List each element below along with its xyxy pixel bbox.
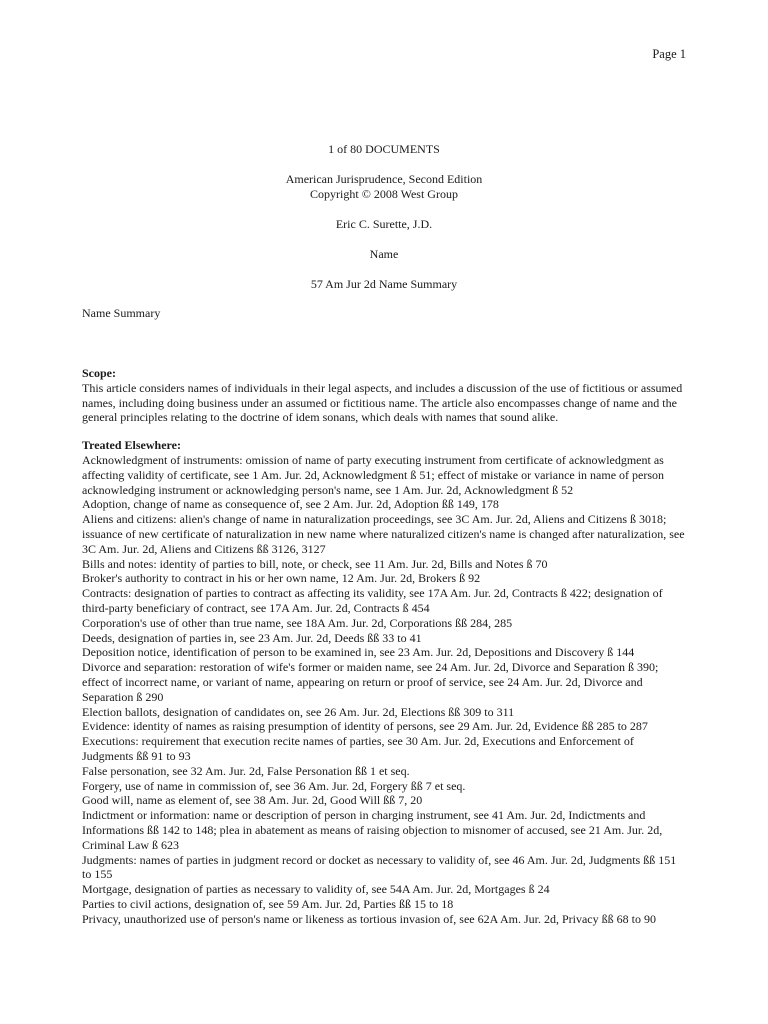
copyright-line: Copyright © 2008 West Group [310,187,458,201]
treated-elsewhere-list [82,453,688,927]
author-name: Eric C. Surette, J.D. [335,217,433,231]
article-title: Name [369,247,399,261]
publication-name: American Jurisprudence, Second Edition [285,172,483,186]
list-item: Contracts: designation of parties to contract as affecting its validity, see 17A Am. Jur. 2d, Contracts ß 422; designation of third-party beneficiary of contract, see 17A Am. Jur. 2d, Contracts ß 454 [82,586,663,615]
list-item: Executions: requirement that execution recite names of parties, see 30 Am. Jur. 2d, Executions and Enforcement of Judgments ßß 91 to 93 [82,734,634,763]
summary-label: Name Summary [82,306,161,320]
treated-elsewhere-heading: Treated Elsewhere: [82,438,181,453]
list-item: False personation, see 32 Am. Jur. 2d, False Personation ßß 1 et seq. [82,763,410,778]
list-item: Indictment or information: name or description of person in charging instrument, see 41 Am. Jur. 2d, Indictments and Informations ßß 142 to 148; plea in abatement as means of raising objection to misnomer of accused, see 21 Am. Jur. 2d, Criminal Law ß 623 [82,808,663,852]
list-item: Parties to civil actions, designation of, see 59 Am. Jur. 2d, Parties ßß 15 to 18 [82,896,454,911]
list-item: Mortgage, designation of parties as necessary to validity of, see 54A Am. Jur. 2d, Mortgages ß 24 [82,882,550,897]
document-header [0,142,768,292]
list-item: Deeds, designation of parties in, see 23 Am. Jur. 2d, Deeds ßß 33 to 41 [82,630,422,645]
list-item: Forgery, use of name in commission of, see 36 Am. Jur. 2d, Forgery ßß 7 et seq. [82,778,466,793]
document-count: 1 of 80 DOCUMENTS [328,142,440,156]
scope-text: This article considers names of individuals in their legal aspects, and includes a discussion of the use of fictitious or assumed names, including doing business under an assumed or fictitious name. The article also encompasses change of name and the general principles relating to the doctrine of idem sonans, which deals with names that sound alike. [82,380,683,425]
list-item: Aliens and citizens: alien's change of name in naturalization proceedings, see 3C Am. Jur. 2d, Aliens and Citizens ß 3018; issuance of new certificate of naturalization in new name where naturalized citizen's name is changed after naturalization, see 3C Am. Jur. 2d, Aliens and Citizens ßß 3126, 3127 [82,512,685,556]
article-citation: 57 Am Jur 2d Name Summary [310,277,458,291]
list-item: Broker's authority to contract in his or her own name, 12 Am. Jur. 2d, Brokers ß 92 [82,571,481,586]
list-item: Privacy, unauthorized use of person's name or likeness as tortious invasion of, see 62A Am. Jur. 2d, Privacy ßß 68 to 90 [82,911,656,926]
scope-heading: Scope: [82,366,116,380]
list-item: Deposition notice, identification of person to be examined in, see 23 Am. Jur. 2d, Depositions and Discovery ß 144 [82,645,635,660]
list-item: Divorce and separation: restoration of wife's former or maiden name, see 24 Am. Jur. 2d, Divorce and Separation ß 390; effect of incorrect name, or variant of name, appearing on return or proof of service, see 24 Am. Jur. 2d, Divorce and Separation ß 290 [82,660,659,704]
list-item: Election ballots, designation of candidates on, see 26 Am. Jur. 2d, Elections ßß 309 to 311 [82,704,515,719]
list-item: Corporation's use of other than true name, see 18A Am. Jur. 2d, Corporations ßß 284, 285 [82,615,513,630]
page-number: Page 1 [652,47,686,61]
list-item: Adoption, change of name as consequence of, see 2 Am. Jur. 2d, Adoption ßß 149, 178 [82,497,499,512]
article-body [82,366,688,926]
list-item: Acknowledgment of instruments: omission of name of party executing instrument from certificate of acknowledgment as affecting validity of certificate, see 1 Am. Jur. 2d, Acknowledgment ß 51; effect of mistake or variance in name of person acknowledging instrument or acknowledging person's name, see 1 Am. Jur. 2d, Acknowledgment ß 52 [82,452,665,497]
list-item: Bills and notes: identity of parties to bill, note, or check, see 11 Am. Jur. 2d, Bills and Notes ß 70 [82,556,548,571]
list-item: Judgments: names of parties in judgment record or docket as necessary to validity of, see 46 Am. Jur. 2d, Judgments ßß 151 to 155 [82,852,677,882]
list-item: Evidence: identity of names as raising presumption of identity of persons, see 29 Am. Jur. 2d, Evidence ßß 285 to 287 [82,719,648,734]
list-item: Good will, name as element of, see 38 Am. Jur. 2d, Good Will ßß 7, 20 [82,793,423,808]
